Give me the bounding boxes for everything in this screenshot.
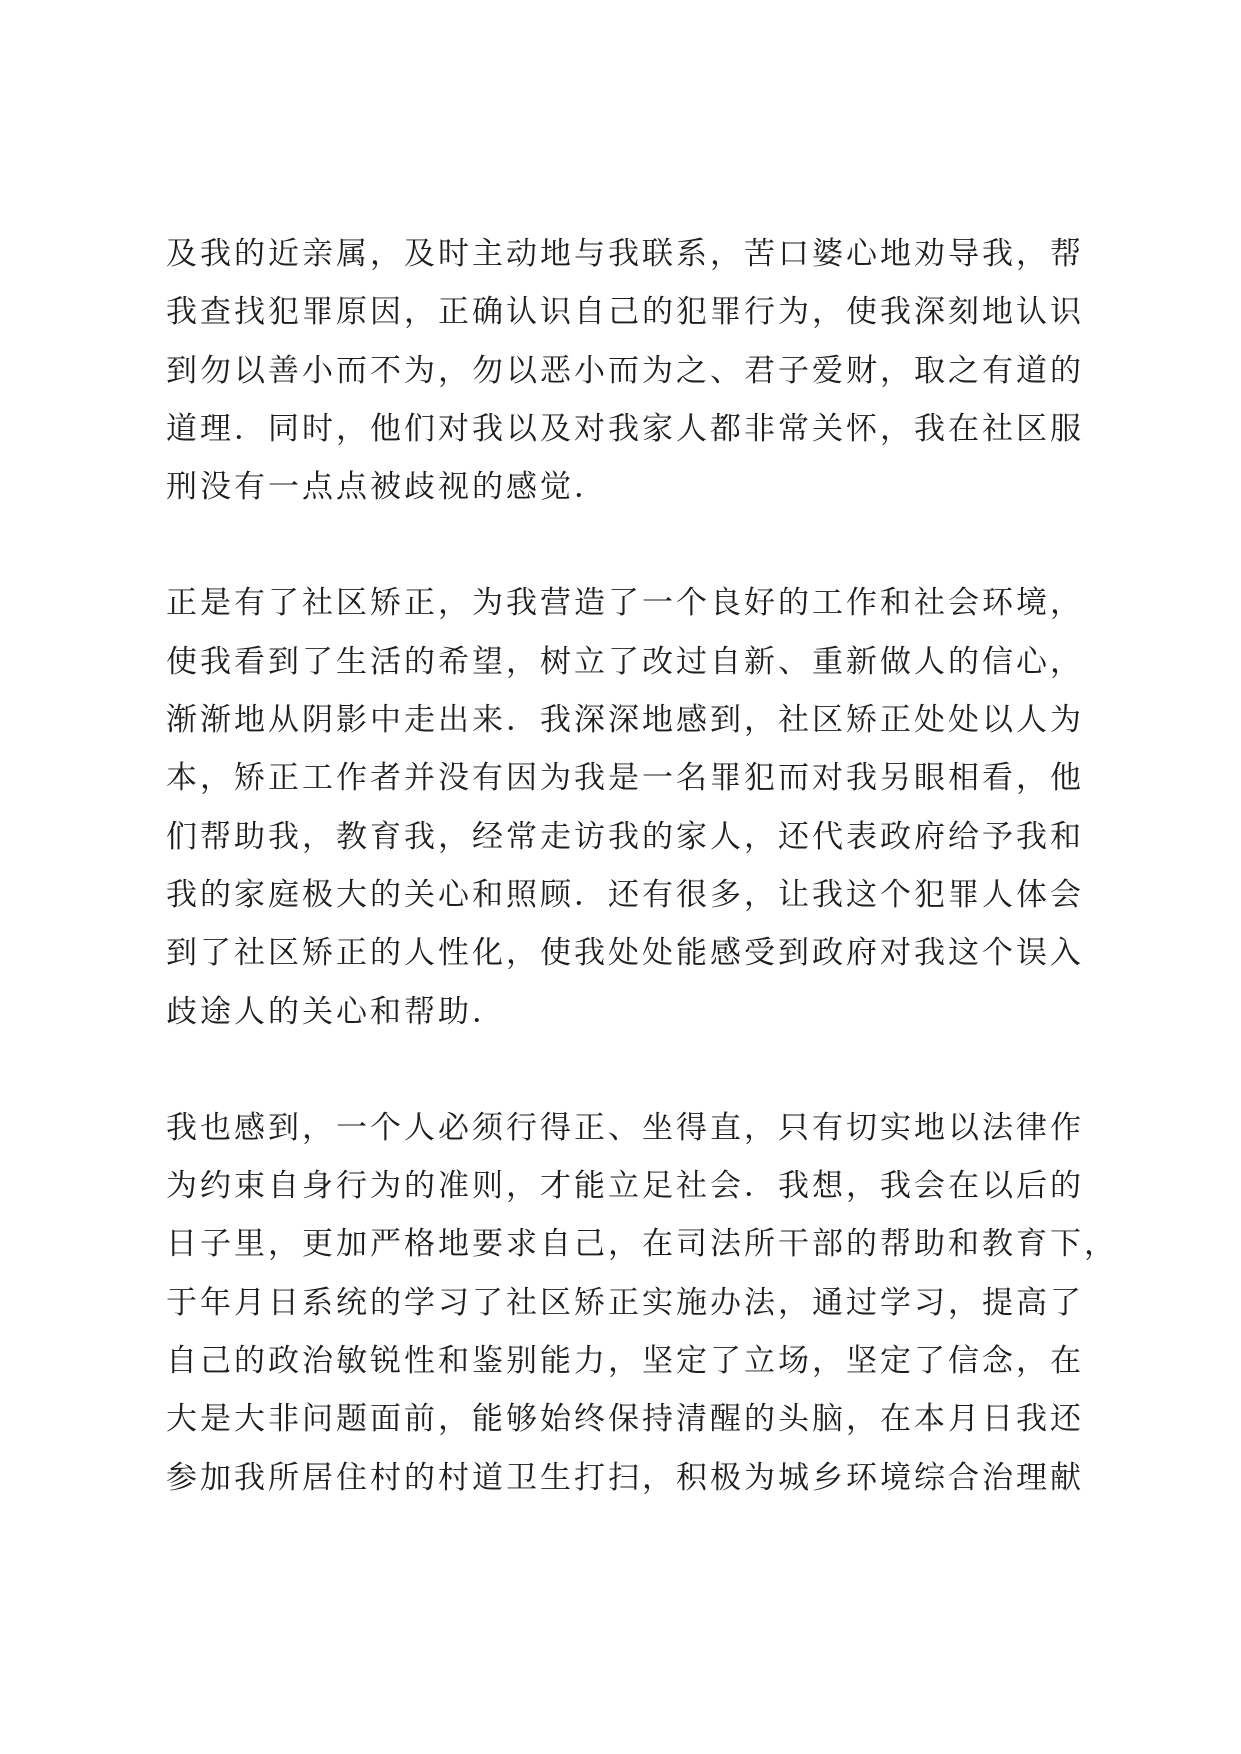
text-line: 大是大非问题面前，能够始终保持清醒的头脑，在本月日我还 xyxy=(166,1401,1084,1438)
text-line: 道理．同时，他们对我以及对我家人都非常关怀，我在社区服 xyxy=(166,410,1084,447)
paragraph-gap xyxy=(166,1041,1066,1099)
paragraph-gap xyxy=(166,516,1066,574)
text-line: 们帮助我，教育我，经常走访我的家人，还代表政府给予我和 xyxy=(166,818,1084,855)
text-line: 到勿以善小而不为，勿以恶小而为之、君子爱财，取之有道的 xyxy=(166,352,1084,389)
text-line: 使我看到了生活的希望，树立了改过自新、重新做人的信心， xyxy=(166,643,1084,680)
text-line: 正是有了社区矫正，为我营造了一个良好的工作和社会环境， xyxy=(166,585,1084,622)
text-line: 本，矫正工作者并没有因为我是一名罪犯而对我另眼相看，他 xyxy=(166,760,1084,797)
text-line: 于年月日系统的学习了社区矫正实施办法，通过学习，提高了 xyxy=(166,1284,1084,1321)
text-line: 我的家庭极大的关心和照顾．还有很多，让我这个犯罪人体会 xyxy=(166,876,1084,913)
text-line: 自己的政治敏锐性和鉴别能力，坚定了立场，坚定了信念，在 xyxy=(166,1343,1084,1380)
text-line: 日子里，更加严格地要求自己，在司法所干部的帮助和教育下， xyxy=(166,1226,1118,1263)
text-line: 歧途人的关心和帮助． xyxy=(166,993,506,1030)
text-line: 到了社区矫正的人性化，使我处处能感受到政府对我这个误入 xyxy=(166,935,1084,972)
text-line: 为约束自身行为的准则，才能立足社会．我想，我会在以后的 xyxy=(166,1168,1084,1205)
paragraph-2 xyxy=(166,574,1084,1040)
text-line: 及我的近亲属，及时主动地与我联系，苦口婆心地劝导我，帮 xyxy=(166,236,1084,272)
document-body xyxy=(166,225,1118,1507)
text-line: 参加我所居住村的村道卫生打扫，积极为城乡环境综合治理献 xyxy=(166,1459,1084,1496)
text-line: 刑没有一点点被歧视的感觉． xyxy=(166,469,608,506)
text-line: 我查找犯罪原因，正确认识自己的犯罪行为，使我深刻地认识 xyxy=(166,294,1084,331)
text-line: 我也感到，一个人必须行得正、坐得直，只有切实地以法律作 xyxy=(166,1109,1084,1146)
text-line: 渐渐地从阴影中走出来．我深深地感到，社区矫正处处以人为 xyxy=(166,702,1084,739)
paragraph-3 xyxy=(166,1099,1118,1507)
paragraph-1 xyxy=(166,225,1084,516)
